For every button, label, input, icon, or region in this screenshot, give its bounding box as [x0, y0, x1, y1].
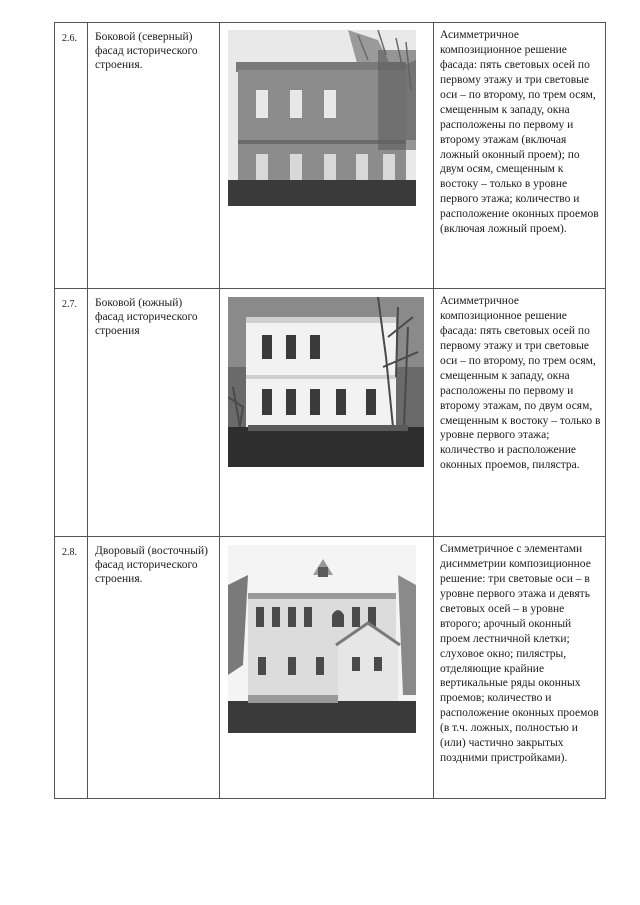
number-cell [55, 289, 88, 537]
facade-table [54, 22, 606, 799]
facade-description: Симметричное с элементами дисимметрии композиционное решение: три световые оси – в уровне первого этажа и девять световых осей – в уровне второго; арочный оконный проем лестничной клетки; слуховое окно; пилястры, отделяющие крайние вертикальные ряды оконных проемов; количество и расположение оконных проемов (в т.ч. ложных, полностью и (или) частично закрытых поздними пристройками). [440, 543, 599, 765]
name-cell [88, 23, 220, 289]
description-cell [434, 23, 606, 289]
north-facade-photo [228, 30, 416, 206]
table-row [55, 537, 606, 799]
facade-description: Асимметричное композиционное решение фасада: пять световых осей по первому этажу и три световые оси – по второму, по трем осям, смещенным к западу, окна расположены по первому и второму этажам (включая ложный оконный проем); по двум осям, смещенным к востоку – только в уровне первого этажа; количество и расположение оконных проемов (включая ложный проем). [440, 29, 599, 236]
name-cell [88, 537, 220, 799]
name-cell [88, 289, 220, 537]
photo-cell [220, 537, 434, 799]
photo-cell [220, 23, 434, 289]
facade-name: Боковой (южный) фасад исторического строения [95, 297, 198, 338]
description-cell [434, 537, 606, 799]
description-cell [434, 289, 606, 537]
table-row [55, 23, 606, 289]
number-cell [55, 23, 88, 289]
facade-name: Дворовый (восточный) фасад исторического строения. [95, 545, 208, 586]
photo-cell [220, 289, 434, 537]
row-number: 2.8. [62, 547, 77, 558]
row-number: 2.6. [62, 33, 77, 44]
table-row [55, 289, 606, 537]
facade-name: Боковой (северный) фасад исторического строения. [95, 31, 198, 72]
number-cell [55, 537, 88, 799]
south-facade-photo [228, 297, 424, 467]
row-number: 2.7. [62, 299, 77, 310]
facade-description: Асимметричное композиционное решение фасада: пять световых осей по первому этажу и три световые оси – по второму, по трем осям, смещенным к западу, окна расположены по первому и второму этажам, по двум осям, смещенным к востоку – только в уровне первого этажа; количество и расположение оконных проемов, пилястра. [440, 295, 601, 472]
courtyard-facade-photo [228, 545, 416, 733]
